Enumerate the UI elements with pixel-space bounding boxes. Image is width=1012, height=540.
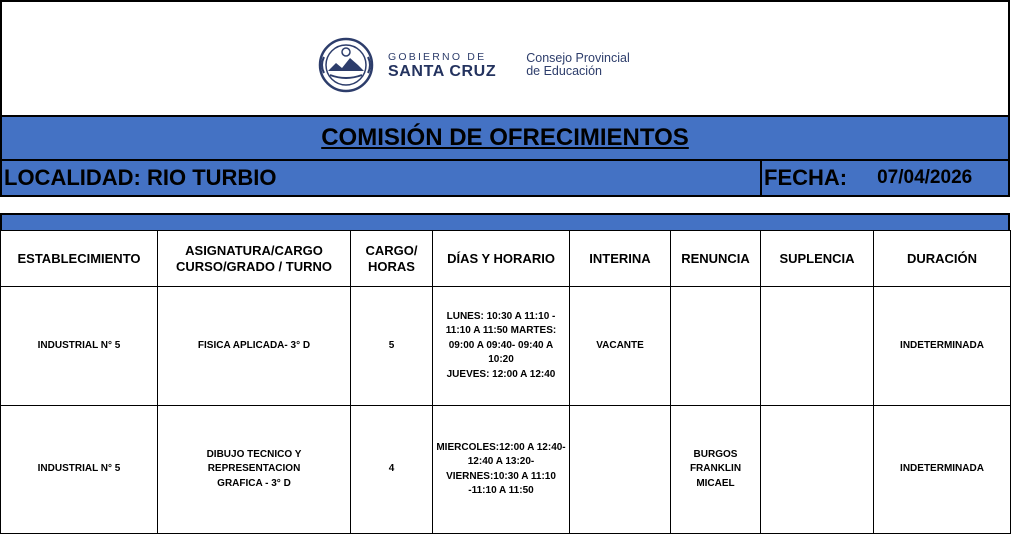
- cell-horas: 5: [351, 287, 433, 406]
- date-value: 07/04/2026: [877, 167, 973, 188]
- location-bar: [0, 159, 1010, 197]
- cell-renuncia: BURGOS FRANKLIN MICAEL: [671, 406, 761, 534]
- date-cell: [762, 161, 1008, 195]
- offers-table: [0, 230, 1011, 534]
- cell-interina: VACANTE: [570, 287, 671, 406]
- cell-duracion: INDETERMINADA: [874, 406, 1011, 534]
- cell-asignatura: DIBUJO TECNICO Y REPRESENTACION GRAFICA - 3° D: [158, 406, 351, 534]
- cell-establecimiento: INDUSTRIAL N° 5: [1, 406, 158, 534]
- table-row: [1, 287, 1011, 406]
- gobierno-label: GOBIERNO DE: [388, 50, 487, 63]
- consejo-line-1: Consejo Provincial: [526, 51, 630, 65]
- government-logo: [318, 36, 630, 94]
- location-label: LOCALIDAD: RIO TURBIO: [4, 165, 277, 190]
- table-header-row: [1, 231, 1011, 287]
- col-cargo-horas: CARGO/ HORAS: [351, 231, 433, 287]
- col-asignatura: ASIGNATURA/CARGO CURSO/GRADO / TURNO: [158, 231, 351, 287]
- header-box: [0, 0, 1010, 117]
- cell-renuncia: [671, 287, 761, 406]
- cell-horario: LUNES: 10:30 A 11:10 - 11:10 A 11:50 MARTES: 09:00 A 09:40- 09:40 A 10:20 JUEVES: 12:00 A 12:40: [433, 287, 570, 406]
- separator-strip: [0, 213, 1010, 231]
- cell-suplencia: [761, 406, 874, 534]
- cell-establecimiento: INDUSTRIAL N° 5: [1, 287, 158, 406]
- col-renuncia: RENUNCIA: [671, 231, 761, 287]
- page-title: COMISIÓN DE OFRECIMIENTOS: [321, 124, 689, 151]
- col-interina: INTERINA: [570, 231, 671, 287]
- cell-horas: 4: [351, 406, 433, 534]
- santa-cruz-label: SANTA CRUZ: [388, 62, 497, 80]
- col-establecimiento: ESTABLECIMIENTO: [1, 231, 158, 287]
- title-bar: [0, 117, 1010, 159]
- table-row: [1, 406, 1011, 534]
- col-dias-horario: DÍAS Y HORARIO: [433, 231, 570, 287]
- cell-interina: [570, 406, 671, 534]
- consejo-line-2: de Educación: [526, 64, 602, 78]
- cell-asignatura: FISICA APLICADA- 3° D: [158, 287, 351, 406]
- cell-suplencia: [761, 287, 874, 406]
- location-cell: [2, 161, 762, 195]
- santa-cruz-seal-icon: [318, 37, 374, 93]
- col-duracion: DURACIÓN: [874, 231, 1011, 287]
- date-label: FECHA:: [764, 165, 848, 190]
- cell-duracion: INDETERMINADA: [874, 287, 1011, 406]
- col-suplencia: SUPLENCIA: [761, 231, 874, 287]
- cell-horario: MIERCOLES:12:00 A 12:40- 12:40 A 13:20- VIERNES:10:30 A 11:10 -11:10 A 11:50: [433, 406, 570, 534]
